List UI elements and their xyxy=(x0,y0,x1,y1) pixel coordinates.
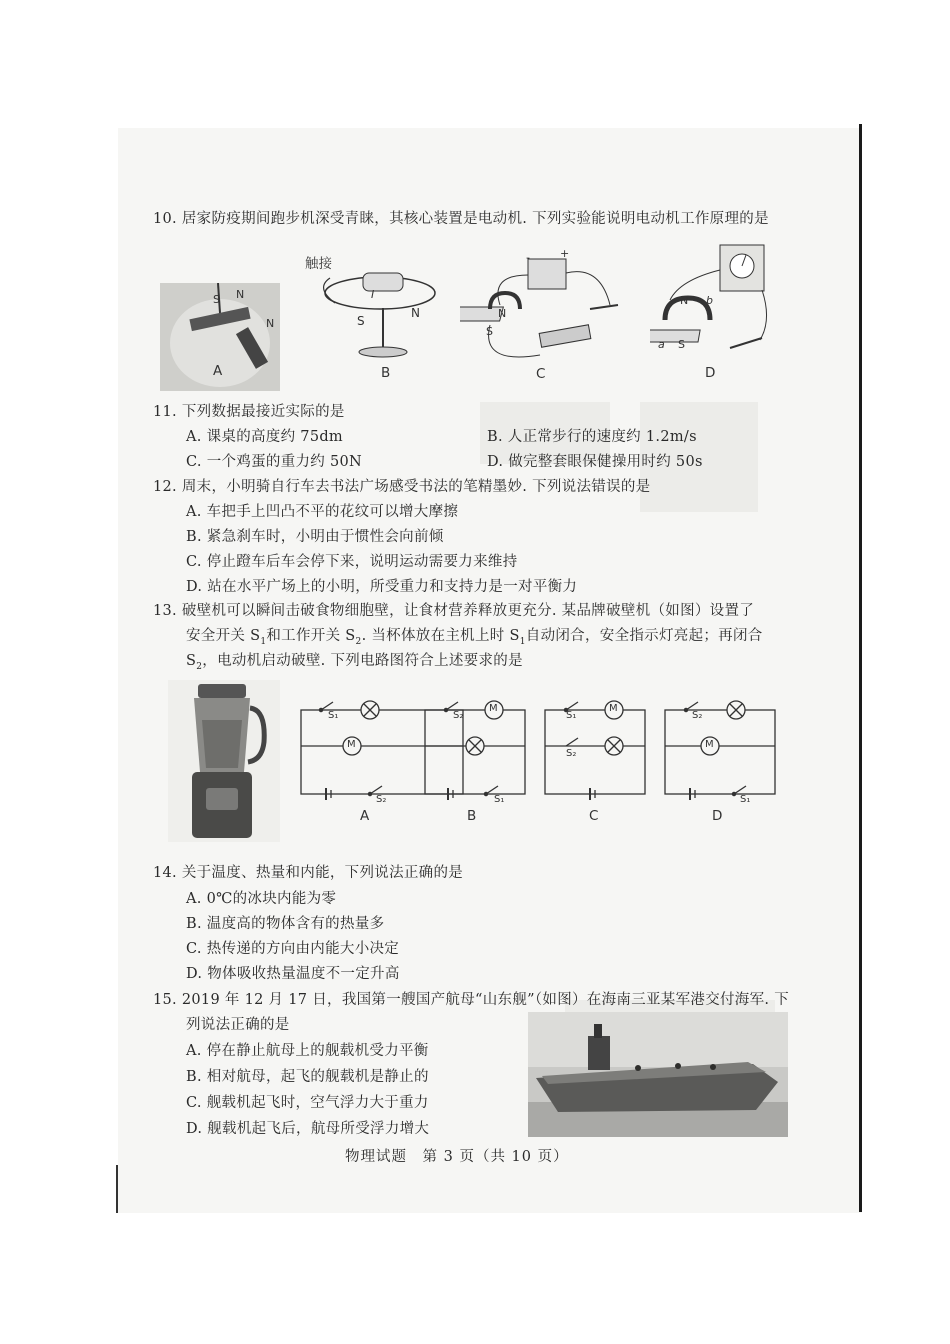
paper-edge-right xyxy=(859,124,862,1212)
q13-circuit-d xyxy=(660,696,780,826)
switch-label: S₁ xyxy=(494,794,505,805)
q13-line-3 xyxy=(186,651,523,677)
pole-label-n: N xyxy=(236,288,245,301)
motor-label: M xyxy=(489,703,498,714)
q15-option-d: D. 舰载机起飞后，航母所受浮力增大 xyxy=(186,1121,430,1137)
q10-fig-b-label: B xyxy=(381,365,391,381)
q13-fig-c-label: C xyxy=(589,808,599,824)
q10-fig-d-label: D xyxy=(705,365,716,381)
text-fragment: 安全开关 S xyxy=(186,628,261,644)
switch-label: S₂ xyxy=(566,748,577,759)
text-fragment: . 当杯体放在主机上时 S xyxy=(361,628,520,644)
wire-label-a: a xyxy=(658,338,665,351)
q12-option-b: B. 紧急刹车时，小明由于惯性会向前倾 xyxy=(186,529,444,545)
text-fragment: 自动闭合，安全指示灯亮起；再闭合 xyxy=(525,628,763,644)
q14-option-b: B. 温度高的物体含有的热量多 xyxy=(186,916,385,932)
pole-label-n: N xyxy=(680,294,689,307)
q14-option-a: A. 0℃的冰块内能为零 xyxy=(186,891,337,907)
q15-line-1: 15. 2019 年 12 月 17 日，我国第一艘国产航母“山东舰”（如图）在海南三亚某军港交付海军. 下 xyxy=(153,992,790,1008)
subscript: 1 xyxy=(260,636,267,647)
pole-label-s: S xyxy=(678,338,685,351)
q12-option-c: C. 停止蹬车后车会停下来，说明运动需要力来维持 xyxy=(186,554,518,570)
pole-label-n: N xyxy=(411,306,420,320)
switch-label: S₂ xyxy=(376,794,387,805)
q13-circuit-c xyxy=(540,696,650,826)
q13-fig-b-label: B xyxy=(467,808,477,824)
q10-figure-c xyxy=(460,245,630,385)
plus-label: + xyxy=(560,247,570,260)
q15-option-a: A. 停在静止航母上的舰载机受力平衡 xyxy=(186,1043,429,1059)
q10-stem: 10. 居家防疫期间跑步机深受青睐，其核心装置是电动机. 下列实验能说明电动机工作原理的是 xyxy=(153,211,769,227)
text-fragment: ，电动机启动破壁. 下列电路图符合上述要求的是 xyxy=(202,653,523,669)
subscript: 2 xyxy=(196,661,203,672)
text-fragment: S xyxy=(186,653,197,669)
q10-figure-a xyxy=(160,283,280,391)
subscript: 1 xyxy=(519,636,526,647)
q15-line-2: 列说法正确的是 xyxy=(186,1017,290,1033)
q12-option-a: A. 车把手上凹凸不平的花纹可以增大摩擦 xyxy=(186,504,459,520)
q11-stem: 11. 下列数据最接近实际的是 xyxy=(153,404,345,420)
page-footer: 物理试题 第 3 页（共 10 页） xyxy=(345,1149,569,1165)
blender-photo xyxy=(168,680,280,842)
pole-label-n: N xyxy=(266,317,275,330)
motor-label: M xyxy=(705,739,714,750)
q11-option-b: B. 人正常步行的速度约 1.2m/s xyxy=(487,429,697,445)
pole-label-n: N xyxy=(498,307,507,320)
minus-label: - xyxy=(526,251,530,264)
q15-option-c: C. 舰载机起飞时，空气浮力大于重力 xyxy=(186,1095,429,1111)
q13-circuit-b xyxy=(420,696,530,826)
subscript: 2 xyxy=(355,636,362,647)
switch-label: S₁ xyxy=(740,794,751,805)
q14-option-d: D. 物体吸收热量温度不一定升高 xyxy=(186,966,400,982)
pole-label-s: S xyxy=(357,314,365,328)
q14-option-c: C. 热传递的方向由内能大小决定 xyxy=(186,941,400,957)
q13-fig-d-label: D xyxy=(712,808,723,824)
switch-label: S₁ xyxy=(328,710,339,721)
wire-label-b: b xyxy=(706,294,713,307)
motor-label: M xyxy=(609,703,618,714)
touch-label: 触接 xyxy=(305,256,332,272)
q11-option-a: A. 课桌的高度约 75dm xyxy=(186,429,343,445)
aircraft-carrier-photo xyxy=(528,1012,788,1137)
q11-option-d: D. 做完整套眼保健操用时约 50s xyxy=(487,454,703,470)
current-label: I xyxy=(371,288,375,301)
motor-label: M xyxy=(347,739,356,750)
q12-option-d: D. 站在水平广场上的小明，所受重力和支持力是一对平衡力 xyxy=(186,579,578,595)
pole-label-s: S xyxy=(486,325,493,338)
q10-figure-b xyxy=(305,248,445,383)
pole-label-s: S xyxy=(213,293,220,306)
switch-label: S₂ xyxy=(692,710,703,721)
text-fragment: 和工作开关 S xyxy=(266,628,356,644)
q13-line-1: 13. 破壁机可以瞬间击破食物细胞壁，让食材营养释放更充分. 某品牌破壁机（如图）设置了 xyxy=(153,603,755,619)
paper-edge-left xyxy=(116,1165,118,1213)
q13-fig-a-label: A xyxy=(360,808,370,824)
q11-option-c: C. 一个鸡蛋的重力约 50N xyxy=(186,454,363,470)
q12-stem: 12. 周末，小明骑自行车去书法广场感受书法的笔精墨妙. 下列说法错误的是 xyxy=(153,479,651,495)
switch-label: S₁ xyxy=(566,710,577,721)
q10-figure-d xyxy=(650,240,775,385)
q15-option-b: B. 相对航母，起飞的舰载机是静止的 xyxy=(186,1069,429,1085)
q14-stem: 14. 关于温度、热量和内能，下列说法正确的是 xyxy=(153,865,464,881)
switch-label: S₂ xyxy=(453,710,464,721)
q10-fig-a-label: A xyxy=(213,363,223,379)
q13-line-2 xyxy=(186,626,763,652)
q10-fig-c-label: C xyxy=(536,366,546,382)
